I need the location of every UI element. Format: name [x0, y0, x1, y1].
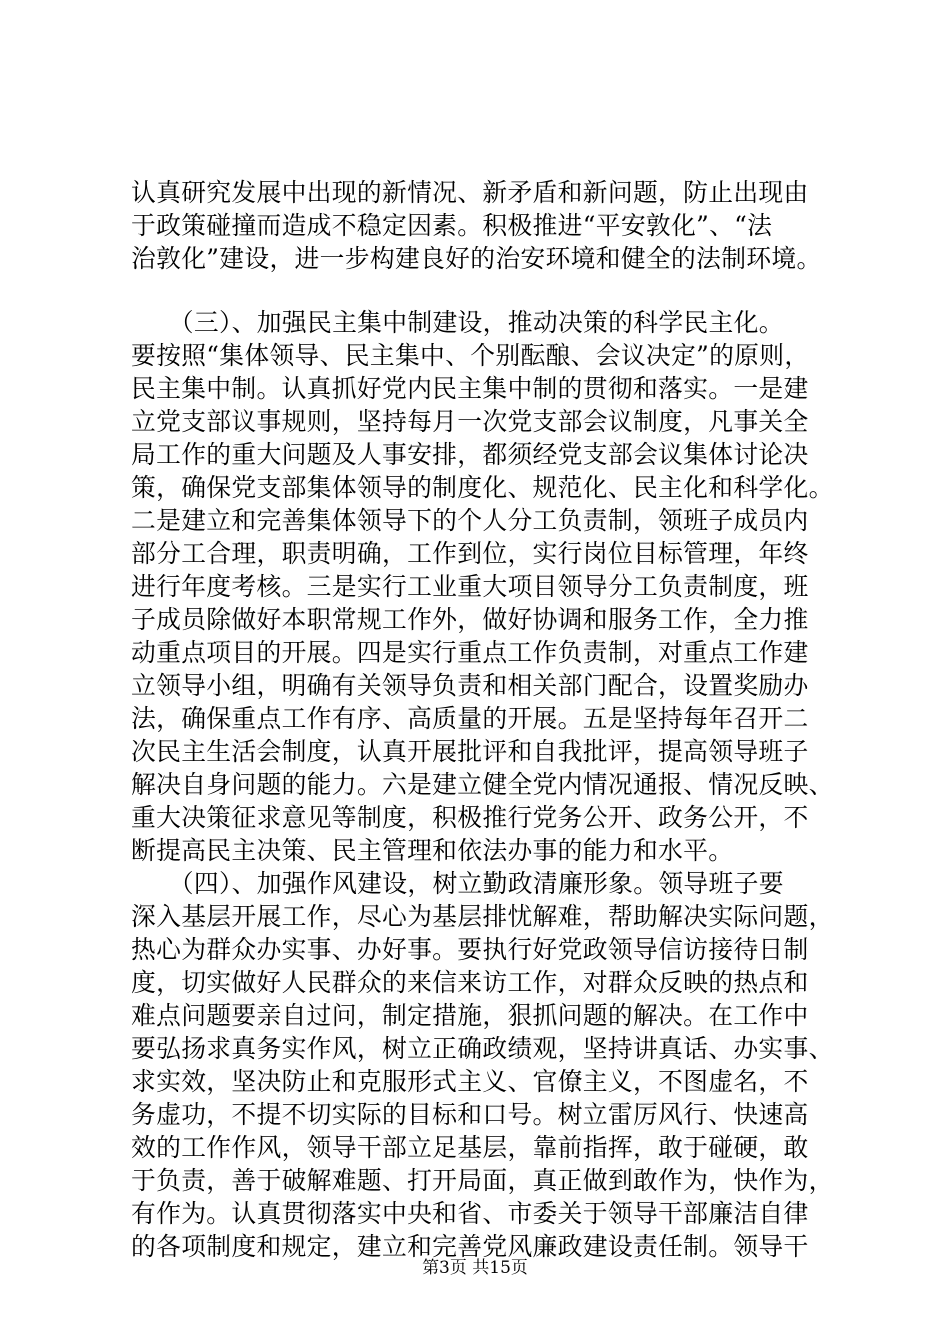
text-line: 断提高民主决策、民主管理和依法办事的能力和水平。 [131, 836, 734, 865]
text-line: （三）、加强民主集中制建设，推动决策的科学民主化。 [131, 308, 784, 337]
text-line: 的各项制度和规定，建立和完善党风廉政建设责任制。领导干 [131, 1232, 809, 1261]
text-line: （四）、加强作风建设，树立勤政清廉形象。领导班子要 [131, 869, 784, 898]
text-line: 动重点项目的开展。四是实行重点工作负责制，对重点工作建 [131, 638, 809, 667]
text-line: 部分工合理，职责明确，工作到位，实行岗位目标管理，年终 [131, 539, 809, 568]
document-body [131, 176, 851, 1263]
text-line: 立党支部议事规则，坚持每月一次党支部会议制度，凡事关全 [131, 407, 809, 436]
text-line: 次民主生活会制度，认真开展批评和自我批评，提高领导班子 [131, 737, 809, 766]
text-line: 认真研究发展中出现的新情况、新矛盾和新问题，防止出现由 [131, 178, 809, 207]
text-line: 深入基层开展工作，尽心为基层排忧解难，帮助解决实际问题， [131, 902, 834, 931]
text-line: 效的工作作风，领导干部立足基层，靠前指挥，敢于碰硬，敢 [131, 1133, 809, 1162]
text-line: 难点问题要亲自过问，制定措施，狠抓问题的解决。在工作中 [131, 1001, 809, 1030]
text-line: 于负责，善于破解难题、打开局面，真正做到敢作为，快作为， [131, 1166, 834, 1195]
paragraph-gap [131, 275, 851, 306]
text-line: 有作为。认真贯彻落实中央和省、市委关于领导干部廉洁自律 [131, 1199, 809, 1228]
text-line: 进行年度考核。三是实行工业重大项目领导分工负责制度，班 [131, 572, 809, 601]
text-line: 解决自身问题的能力。六是建立健全党内情况通报、情况反映、 [131, 770, 834, 799]
text-line: 要按照“集体领导、民主集中、个别酝酿、会议决定”的原则， [131, 341, 810, 370]
text-line: 要弘扬求真务实作风，树立正确政绩观，坚持讲真话、办实事、 [131, 1034, 834, 1063]
text-line: 立领导小组，明确有关领导负责和相关部门配合，设置奖励办 [131, 671, 809, 700]
text-line: 治敦化”建设，进一步构建良好的治安环境和健全的法制环境。 [131, 244, 822, 273]
text-line: 子成员除做好本职常规工作外，做好协调和服务工作，全力推 [131, 605, 809, 634]
text-line: 局工作的重大问题及人事安排，都须经党支部会议集体讨论决 [131, 440, 809, 469]
paragraphs-democracy-and-style [131, 306, 851, 1263]
text-line: 度，切实做好人民群众的来信来访工作，对群众反映的热点和 [131, 968, 809, 997]
text-line: 热心为群众办实事、办好事。要执行好党政领导信访接待日制 [131, 935, 809, 964]
text-line: 法，确保重点工作有序、高质量的开展。五是坚持每年召开二 [131, 704, 809, 733]
text-line: 策，确保党支部集体领导的制度化、规范化、民主化和科学化。 [131, 473, 834, 502]
page-footer: 第3页 共15页 [422, 1258, 528, 1278]
text-line: 于政策碰撞而造成不稳定因素。积极推进“平安敦化”、“法 [131, 211, 773, 240]
text-line: 民主集中制。认真抓好党内民主集中制的贯彻和落实。一是建 [131, 374, 809, 403]
text-line: 重大决策征求意见等制度，积极推行党务公开、政务公开，不 [131, 803, 809, 832]
text-line: 求实效，坚决防止和克服形式主义、官僚主义，不图虚名，不 [131, 1067, 809, 1096]
paragraph-stability [131, 176, 851, 275]
text-line: 务虚功，不提不切实际的目标和口号。树立雷厉风行、快速高 [131, 1100, 809, 1129]
text-line: 二是建立和完善集体领导下的个人分工负责制，领班子成员内 [131, 506, 809, 535]
